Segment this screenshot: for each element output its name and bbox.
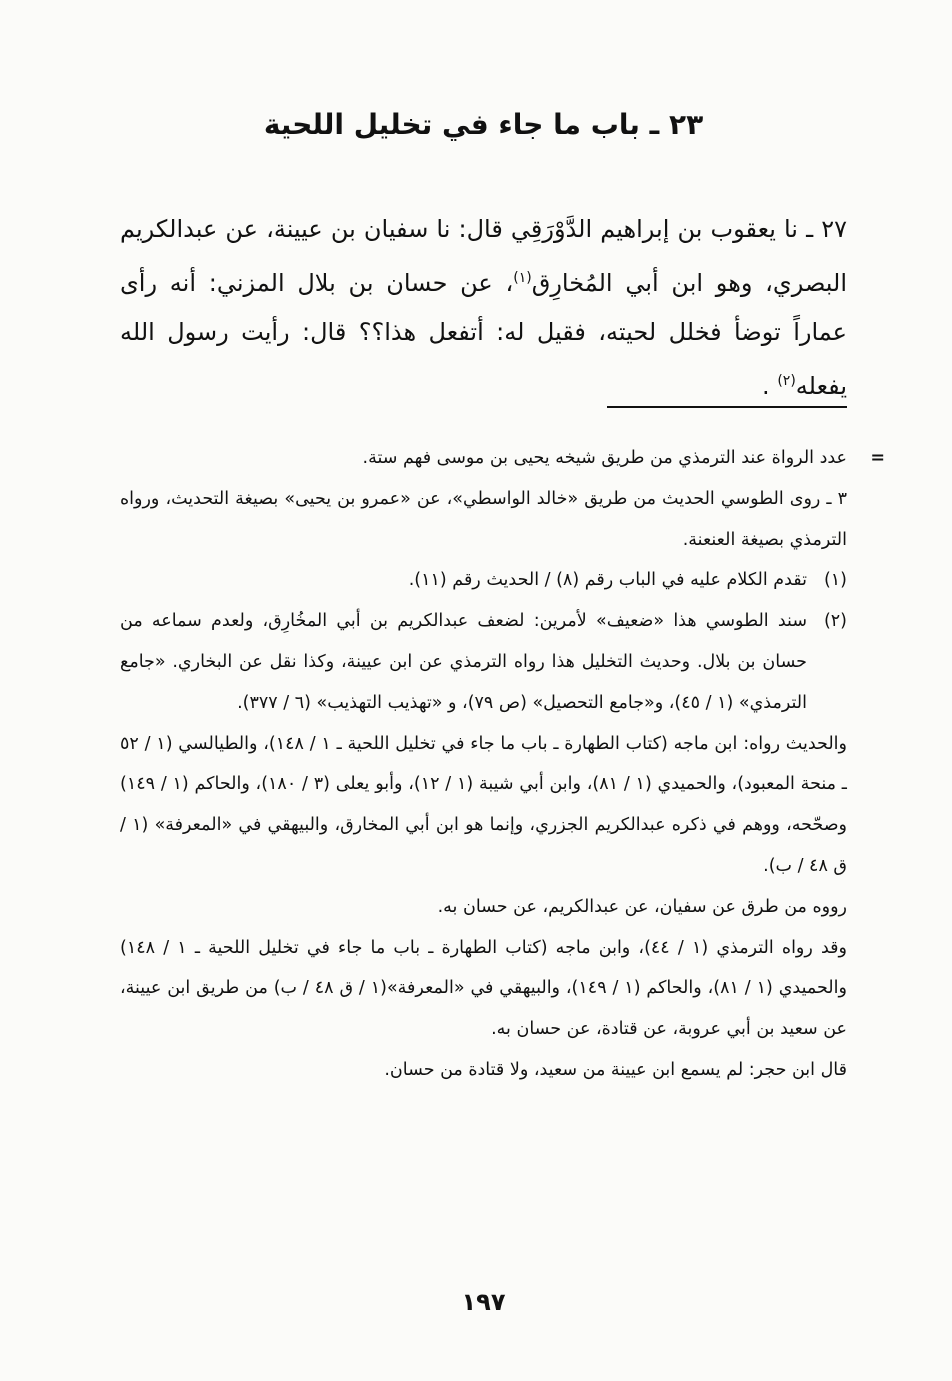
footnotes bbox=[120, 438, 885, 1091]
page-number: ١٩٧ bbox=[461, 1288, 506, 1316]
footnote-2-text: سند الطوسي هذا «ضعيف» لأمرين: لضعف عبدالكريم بن أبي المخُارِق، ولعدم سماعه من حسان بن بلال. وحديث التخليل هذا رواه الترمذي عن ابن عيينة، وكذا نقل عن البخاري. «جامع الترمذي» (١ / ٤٥)، و«جامع التحصيل» (ص ٧٩)، و «تهذيب التهذيب» (٦ / ٣٧٧). bbox=[120, 611, 807, 713]
hadith-text bbox=[120, 205, 847, 411]
footnote-2 bbox=[120, 601, 847, 723]
chapter-title: ٢٣ ـ باب ما جاء في تخليل اللحية bbox=[263, 108, 704, 141]
footnote-ref-1: (١) bbox=[513, 270, 532, 286]
footnote-paragraph: والحديث رواه: ابن ماجه (كتاب الطهارة ـ باب ما جاء في تخليل اللحية ـ ١ / ١٤٨)، والطيالسي (١ / ٥٢ ـ منحة المعبود)، والحميدي (١ / ٨١)، وابن أبي شيبة (١ / ١٢)، وأبو يعلى (٣ / ١٨٠)، والحاكم (١ / ١٤٩) وصحّحه، ووهم في ذكره عبدالكريم الجزري، وإنما هو ابن أبي المخارق، والبيهقي في «المعرفة» (١ / ق ٤٨ / ب). bbox=[120, 733, 848, 876]
hadith-text-part2: ، عن حسان بن بلال المزني: أنه رأى عماراً توضأ فخلل لحيته، فقيل له: أتفعل هذا؟؟ قال: رأيت رسول الله يفعله bbox=[120, 269, 847, 400]
footnote-paragraph: قال ابن حجر: لم يسمع ابن عيينة من سعيد، ولا قتادة من حسان. bbox=[384, 1059, 847, 1080]
footnote-paragraph: وقد رواه الترمذي (١ / ٤٤)، وابن ماجه (كتاب الطهارة ـ باب ما جاء في تخليل اللحية ـ ١ / ١٤٨) والحميدي (١ / ٨١)، والحاكم (١ / ١٤٩)، والبيهقي في «المعرفة»(١ / ق ٤٨ / ب) من طريق ابن عيينة، عن سعيد بن أبي عروبة، عن قتادة، عن حسان به. bbox=[120, 937, 847, 1040]
continuation-mark: = bbox=[870, 448, 885, 468]
continuation-text: عدد الرواة عند الترمذي من طريق شيخه يحيى بن موسى فهم ستة. bbox=[362, 448, 847, 468]
footnote-ref-2: (٢) bbox=[777, 373, 796, 389]
hadith-text-part1: ٢٧ ـ نا يعقوب بن إبراهيم الدَّوْرَقِي قال: نا سفيان بن عيينة، عن عبدالكريم البصري، وهو ابن أبي المُخارِق bbox=[120, 215, 847, 297]
footnote-continuation bbox=[120, 438, 885, 479]
footnote-1-text: تقدم الكلام عليه في الباب رقم (٨) / الحديث رقم (١١). bbox=[408, 570, 807, 591]
footnote-paragraph: رووه من طرق عن سفيان، عن عبدالكريم، عن حسان به. bbox=[437, 896, 847, 917]
page bbox=[120, 0, 885, 1381]
footnote-2-number: (٢) bbox=[823, 611, 847, 632]
footnote-1-number: (١) bbox=[823, 570, 847, 591]
hadith-text-part3: . bbox=[762, 372, 778, 400]
footnote-divider bbox=[607, 406, 847, 408]
footnote-1 bbox=[120, 560, 847, 601]
footnote-point-3: ٣ ـ روى الطوسي الحديث من طريق «خالد الواسطي»، عن «عمرو بن يحيى» بصيغة التحديث، ورواه الترمذي بصيغة العنعنة. bbox=[120, 488, 847, 550]
